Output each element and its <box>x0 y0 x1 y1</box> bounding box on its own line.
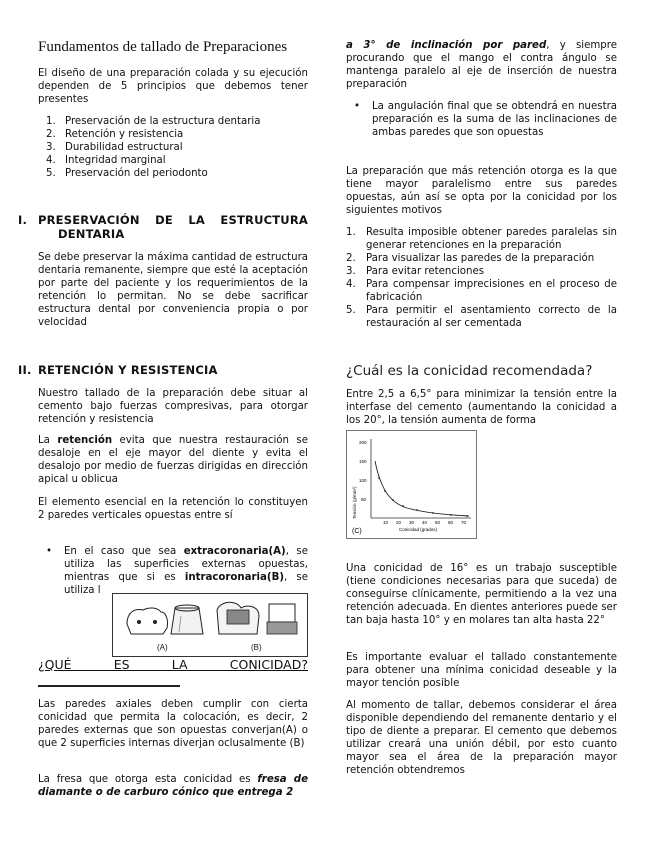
section-number: I. <box>18 213 28 227</box>
panel-label: (C) <box>352 528 362 535</box>
intracoronal-cavity <box>227 610 249 624</box>
y-tick: 150 <box>359 459 367 464</box>
prepared-tooth <box>171 608 203 634</box>
intro-paragraph: El diseño de una preparación colada y su ejecución dependen de 5 principios que debemos tener presentes <box>38 68 308 105</box>
data-point <box>432 512 434 514</box>
list-item: 3. Para evitar retenciones <box>346 266 485 277</box>
inlay-block <box>269 604 295 622</box>
list-item: 4. Integridad marginal <box>46 155 166 166</box>
paragraph: Entre 2,5 a 6,5° para minimizar la tensión entre la interfase del cemento (aumentando la conicidad a los 20°, la tensión aumenta de forma <box>346 389 617 426</box>
list-item: 1. Preservación de la estructura dentaria <box>46 116 261 127</box>
tension-graph <box>346 430 477 539</box>
y-tick: 50 <box>361 497 367 502</box>
extra-intra-coronal-figure <box>112 593 308 657</box>
paragraph: La fresa que otorga esta conicidad es fresa de diamante o de carburo cónico que entrega 2 <box>38 774 308 798</box>
list-item: • La angulación final que se obtendrá en nuestra preparación es la suma de las inclinaciones de ambas paredes que son opuestas <box>354 101 617 138</box>
motivos-list <box>346 226 617 330</box>
paragraph: Las paredes axiales deben cumplir con cierta conicidad que permita la colocación, es decir, 2 paredes externas que son opuestas converjan(A) o que 2 superficies internas diverjan oclusalmente (B) <box>38 699 308 749</box>
x-tick: 30 <box>409 520 415 525</box>
y-axis-label: Tensión (g/mm²) <box>352 486 357 519</box>
data-point <box>392 499 394 501</box>
x-axis-label: Conicidad (grados) <box>399 527 438 532</box>
list-item: • En el caso que sea extracoronaria(A), se utiliza las superficies externas opuestas, mientras que si es intracoronaria(B), se utiliza l <box>46 546 308 596</box>
data-point <box>450 514 452 516</box>
x-tick: 50 <box>435 520 441 525</box>
list-item: 3. Durabilidad estructural <box>46 142 183 153</box>
figure-label-a: (A) <box>157 643 168 652</box>
y-tick: 200 <box>359 440 367 445</box>
data-point <box>402 505 404 507</box>
data-point <box>384 490 386 492</box>
data-point <box>378 477 380 479</box>
bullet-list <box>46 545 308 597</box>
page-title: Fundamentos de tallado de Preparaciones <box>38 39 288 55</box>
list-item: 2. Para visualizar las paredes de la preparación <box>346 253 595 264</box>
paragraph: La retención evita que nuestra restauración se desaloje en el eje mayor del diente y evita el desalojo por medio de fuerzas dirigidas en dirección apical u oblicua <box>38 435 308 485</box>
bullet-list <box>354 100 617 139</box>
principles-list <box>46 115 308 180</box>
tension-graph-svg <box>347 431 476 538</box>
x-tick: 60 <box>448 520 454 525</box>
heading-rule <box>38 685 180 687</box>
paragraph: Al momento de tallar, debemos considerar el área disponible dependiendo del remanente dentario y el tipo de diente a preparar. El cemento que debemos utilizar creará una unión débil, por esto cuanto mayor sea el área de la preparación mayor retención obtendremos <box>346 700 617 776</box>
tension-curve <box>375 461 469 516</box>
data-point <box>466 515 468 517</box>
data-point <box>416 509 418 511</box>
section-body: Se debe preservar la máxima cantidad de estructura dentaria remanente, siempre que esté la aceptación por parte del paciente y los requerimientos de la retención lo permitan. No se debe sacrificar estructura dental por conveniencia propia o por velocidad <box>38 252 308 328</box>
paragraph: El elemento esencial en la retención lo constituyen 2 paredes verticales opuestas entre sí <box>38 497 308 521</box>
section-heading: PRESERVACIÓN DE LA ESTRUCTURA DENTARIA <box>38 213 308 241</box>
tooth-preparations-illustration <box>113 594 307 656</box>
conicidad-question: ¿Cuál es la conicidad recomendada? <box>346 363 593 379</box>
x-tick: 40 <box>422 520 428 525</box>
paragraph: a 3° de inclinación por pared, y siempre procurando que el mango el contra ángulo se mantenga paralelo al eje de inserción de nuestra preparación <box>346 40 617 90</box>
x-tick: 10 <box>383 520 389 525</box>
y-tick: 100 <box>359 478 367 483</box>
x-tick: 70 <box>461 520 467 525</box>
x-tick: 20 <box>396 520 402 525</box>
list-item: 5. Para permitir el asentamiento correcto de la restauración al ser cementada <box>346 305 617 329</box>
paragraph: La preparación que más retención otorga es la que tiene mayor paralelismo entre sus paredes opuestas, aún así se opta por la conicidad por los siguientes motivos <box>346 166 617 216</box>
crown-detail <box>153 620 157 624</box>
right-column <box>330 0 655 848</box>
crown-detail <box>137 620 141 624</box>
figure-label-b: (B) <box>251 643 262 652</box>
paragraph: Nuestro tallado de la preparación debe situar al cemento bajo fuerzas compresivas, para otorgar retención y resistencia <box>38 388 308 425</box>
list-item: 4. Para compensar imprecisiones en el proceso de fabricación <box>346 279 617 303</box>
paragraph: Es importante evaluar el tallado constantemente para obtener una mínima conicidad deseable y la mayor tención posible <box>346 652 617 689</box>
section-number: II. <box>18 363 32 377</box>
list-item: 2. Retención y resistencia <box>46 129 184 140</box>
section-heading: RETENCIÓN Y RESISTENCIA <box>38 363 218 377</box>
crown-shape <box>127 608 168 634</box>
paragraph: Una conicidad de 16° es un trabajo susceptible (tiene condiciones necesarias para que suceda) de conseguirse clínicamente, permitiendo a la vez una retención adecuada. En dientes anteriores puede ser tan baja hasta 10° y en molares tan alta hasta 22° <box>346 563 617 626</box>
conicidad-heading: ¿QUÉ ES LA CONICIDAD? <box>38 657 308 672</box>
list-item: 1. Resulta imposible obtener paredes paralelas sin generar retenciones en la preparación <box>346 227 617 251</box>
inlay-base <box>267 622 297 634</box>
list-item: 5. Preservación del periodonto <box>46 168 208 179</box>
